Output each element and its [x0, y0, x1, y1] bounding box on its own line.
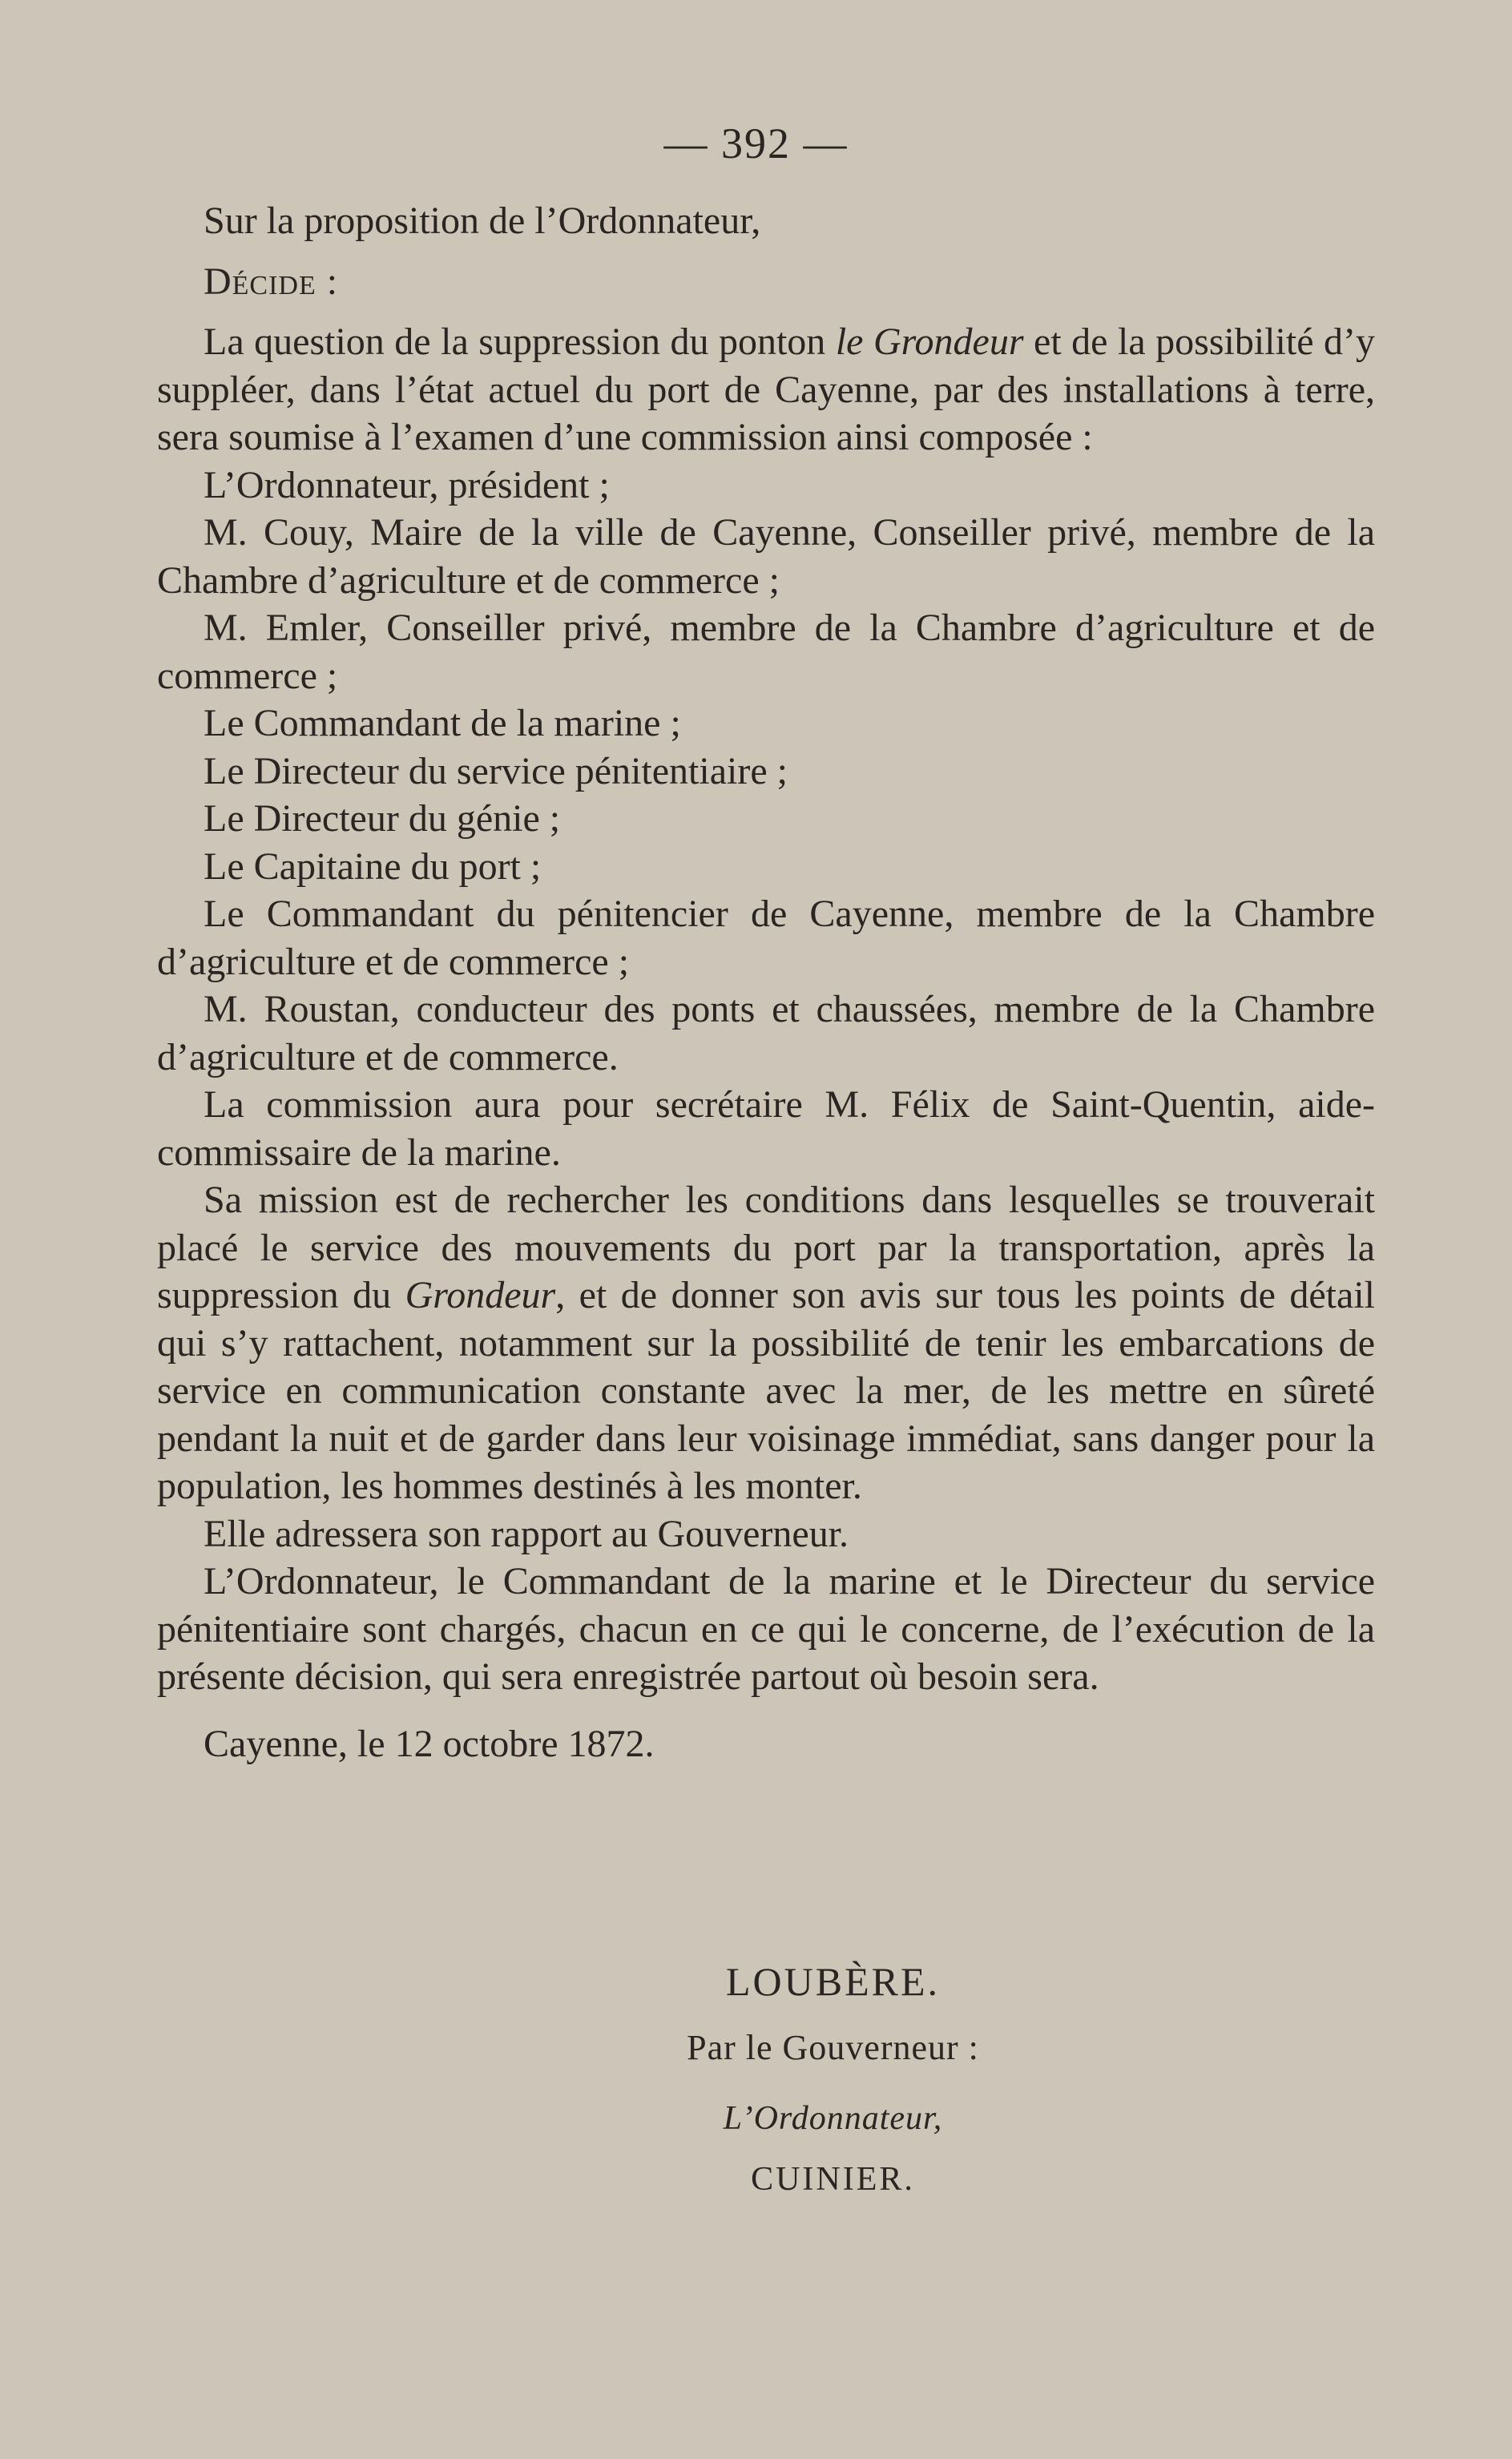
member-emler: M. Emler, Conseiller privé, membre de la Chambre d’agriculture et de commerce ; [157, 607, 1375, 697]
signature-par-gouverneur: Par le Gouverneur : [687, 2028, 979, 2067]
decision-body [157, 197, 1375, 1768]
member-commandant-penitencier: Le Commandant du pénitencier de Cayenne, membre de la Chambre d’agriculture et de commerce ; [157, 893, 1375, 983]
member-directeur-genie: Le Directeur du génie ; [204, 797, 561, 840]
ship-name-2: Grondeur [405, 1274, 556, 1316]
decide-heading: Décide : [204, 260, 339, 303]
signature-title: L’Ordonnateur, [723, 2100, 943, 2137]
execution-paragraph: L’Ordonnateur, le Commandant de la marine et le Directeur du service pénitentiaire sont chargés, chacun en ce qui le concerne, de l’exécution de la présente décision, qui sera enregistrée partout où besoin sera. [157, 1560, 1375, 1698]
member-ordonnateur: L’Ordonnateur, président ; [204, 463, 610, 506]
member-directeur-penitentiaire: Le Directeur du service pénitentiaire ; [204, 749, 788, 792]
signature-name-2: CUINIER. [751, 2161, 915, 2198]
member-capitaine-port: Le Capitaine du port ; [204, 845, 542, 888]
member-commandant-marine: Le Commandant de la marine ; [204, 702, 681, 744]
place-date: Cayenne, le 12 octobre 1872. [204, 1722, 655, 1765]
mission-text-end: , et de donner son avis sur tous les points de détail qui s’y rattachent, notamment sur la possibilité de tenir les embarcations de service en communication constante avec la mer, de les mettre en sûreté pendant la nuit et de garder dans leur voisinage immédiat, sans danger pour la population, les hommes destinés à les monter. [157, 1274, 1375, 1507]
secretary-paragraph: La commission aura pour secrétaire M. Félix de Saint-Quentin, aide-commissaire de la marine. [157, 1083, 1375, 1174]
mission-paragraph [157, 1176, 1375, 1510]
proposition-line: Sur la proposition de l’Ordonnateur, [204, 200, 761, 242]
question-text-end: et de la possibilité d’y suppléer, dans l’état actuel du port de Cayenne, par des installations à terre, sera soumise à l’examen d’une commission ainsi composée : [157, 320, 1375, 458]
signature-name: LOUBÈRE. [725, 1959, 941, 2004]
page-number: — 392 — [663, 119, 849, 167]
question-paragraph [157, 318, 1375, 462]
ship-name: le Grondeur [835, 320, 1024, 363]
member-roustan: M. Roustan, conducteur des ponts et chaussées, membre de la Chambre d’agriculture et de commerce. [157, 988, 1375, 1078]
member-couy: M. Couy, Maire de la ville de Cayenne, Conseiller privé, membre de la Chambre d’agriculture et de commerce ; [157, 511, 1375, 602]
report-paragraph: Elle adressera son rapport au Gouverneur. [204, 1512, 849, 1555]
mission-text-start: Sa mission est de rechercher les conditions dans lesquelles se trouverait placé le service des mouvements du port par la transportation, après la suppression du [157, 1179, 1375, 1316]
question-text-start: La question de la suppression du ponton [204, 320, 836, 363]
